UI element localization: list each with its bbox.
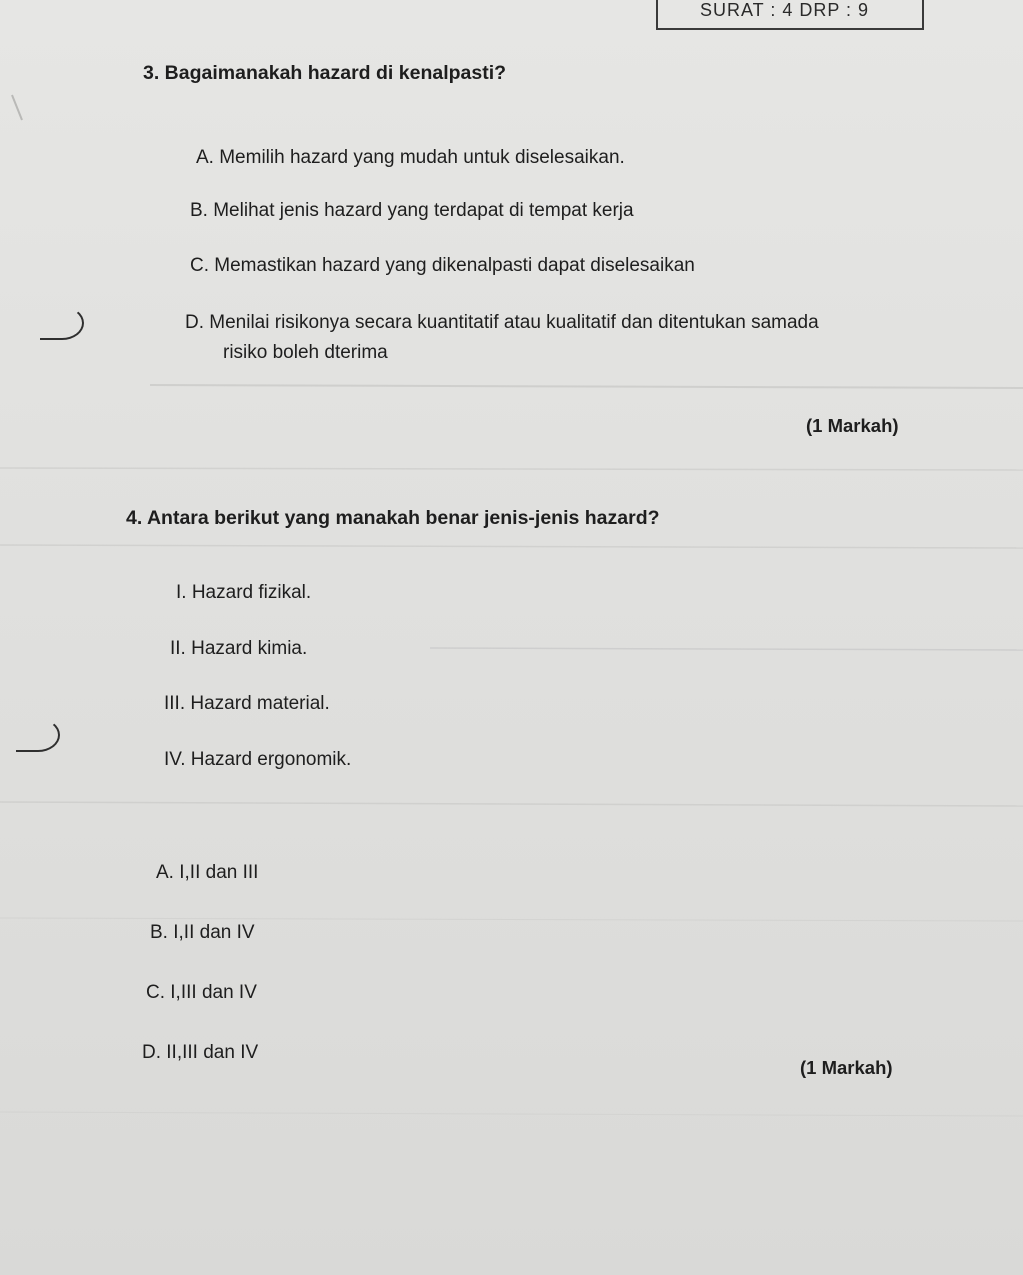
question-4-option-d: D. II,III dan IV bbox=[142, 1042, 259, 1063]
punch-hole-mark-bottom bbox=[16, 718, 60, 752]
question-3-option-d: D. Menilai risikonya secara kuantitatif atau kualitatif dan ditentukan samada bbox=[185, 312, 819, 333]
question-4-option-c: C. I,III dan IV bbox=[146, 982, 257, 1003]
question-3-option-a: A. Memilih hazard yang mudah untuk diselesaikan. bbox=[196, 147, 625, 168]
header-label: SURAT : 4 DRP : 9 bbox=[700, 0, 870, 20]
question-3-option-d-continued: risiko boleh dterima bbox=[223, 342, 388, 363]
question-4-option-a: A. I,II dan III bbox=[156, 862, 259, 883]
question-4-item-iv: IV. Hazard ergonomik. bbox=[164, 749, 352, 770]
question-4-stem: 4. Antara berikut yang manakah benar jenis-jenis hazard? bbox=[126, 507, 660, 529]
question-3-option-b: B. Melihat jenis hazard yang terdapat di tempat kerja bbox=[190, 200, 634, 221]
question-4-mark: (1 Markah) bbox=[800, 1057, 893, 1078]
question-3-stem: 3. Bagaimanakah hazard di kenalpasti? bbox=[143, 62, 507, 84]
question-4-item-ii: II. Hazard kimia. bbox=[170, 638, 308, 659]
punch-hole-mark-top bbox=[40, 306, 84, 340]
question-3-option-c: C. Memastikan hazard yang dikenalpasti dapat diselesaikan bbox=[190, 255, 695, 276]
question-4-option-b: B. I,II dan IV bbox=[150, 922, 255, 943]
question-4-item-iii: III. Hazard material. bbox=[164, 693, 330, 714]
question-4-item-i: I. Hazard fizikal. bbox=[176, 582, 312, 603]
question-3-mark: (1 Markah) bbox=[806, 415, 899, 436]
